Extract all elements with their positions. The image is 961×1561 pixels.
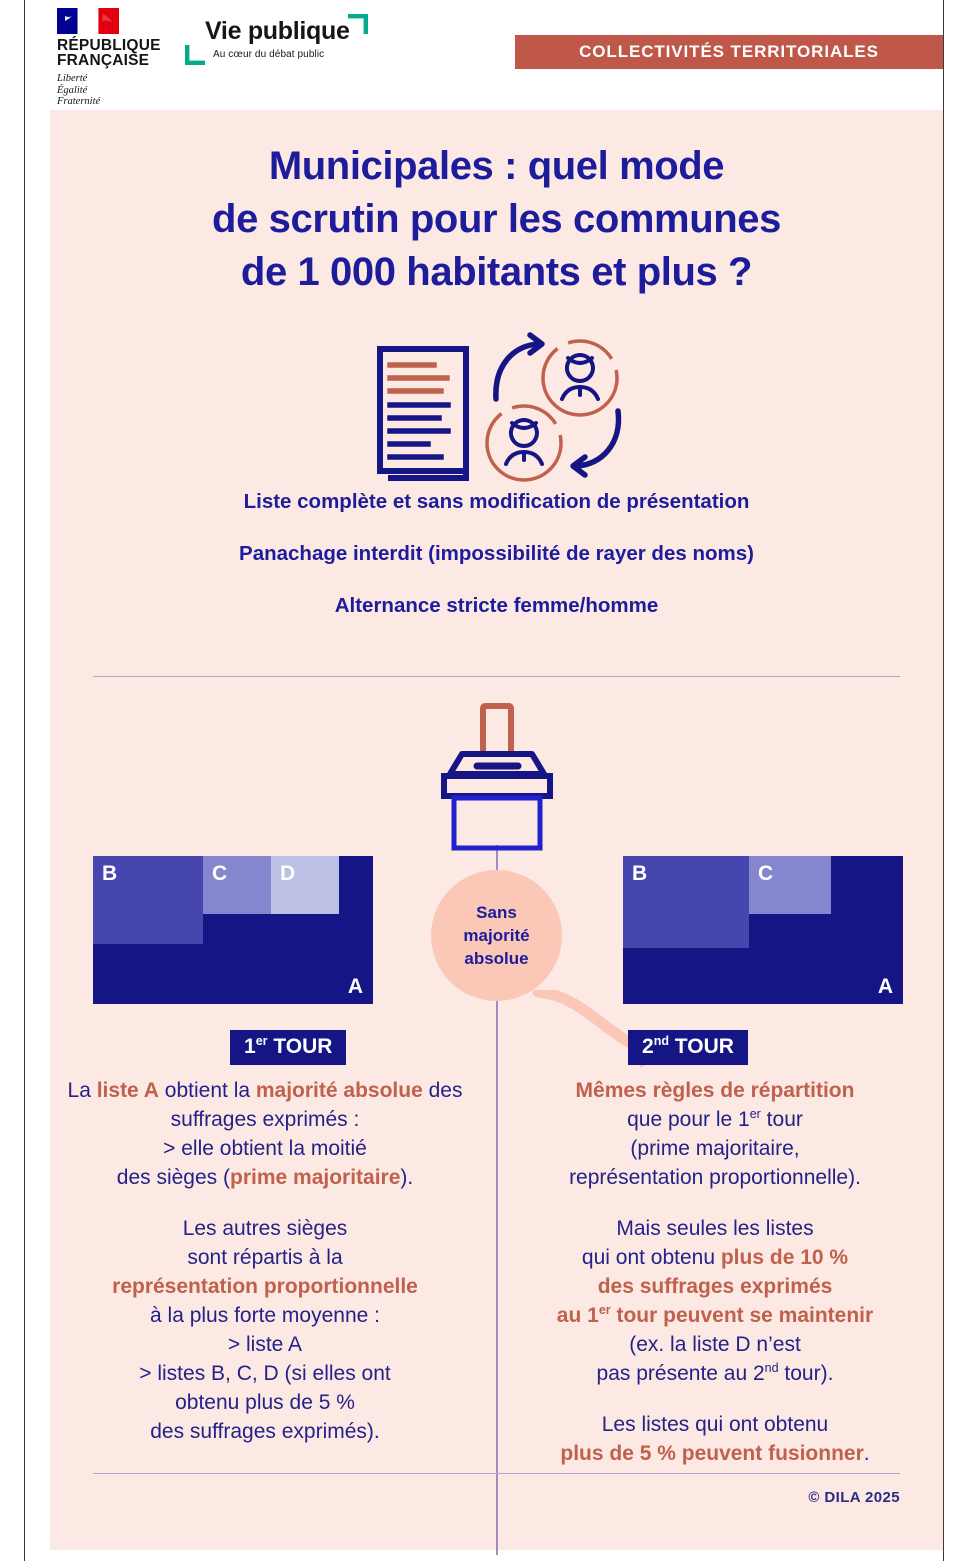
fr-p2-s2: sont répartis à la	[187, 1246, 343, 1269]
bar-label-c-2: C	[758, 862, 774, 885]
fr-p1-s3: des suffrages exprimés :	[170, 1079, 463, 1131]
fr-p2-s4: > liste A	[227, 1333, 303, 1356]
badge-second-round	[628, 1030, 748, 1065]
fr-p1-s2: obtient la	[158, 1079, 256, 1102]
right-border-rule	[943, 0, 944, 1561]
fr-p1-h3: prime majoritaire	[230, 1166, 401, 1189]
rule-item-3: Alternance stricte femme/homme	[334, 594, 659, 617]
second-round-paragraph-3	[505, 1410, 925, 1468]
sr-p2-s5: tour).	[778, 1362, 834, 1385]
page-title-line-3: de 1 000 habitants et plus ?	[240, 250, 753, 294]
rule-item-2: Panachage interdit (impossibilité de rayer des noms)	[239, 542, 754, 565]
first-round-text-column	[55, 1076, 475, 1468]
divider-top	[93, 676, 900, 677]
rules-list	[50, 490, 943, 646]
fr-p1-s6: ).	[400, 1166, 414, 1189]
bar-label-a: A	[347, 975, 363, 998]
green-corner-bottom-left-icon	[185, 45, 205, 65]
bar-label-b: B	[102, 862, 118, 885]
content-panel	[50, 110, 943, 1550]
bubble-text	[463, 901, 529, 970]
fr-p1-s1: La	[67, 1079, 97, 1102]
vie-publique-logo[interactable]	[185, 17, 365, 73]
chart-second-round	[623, 856, 903, 1004]
person-circle-upper-icon	[543, 341, 617, 415]
badge-first-round-sup: er	[255, 1034, 268, 1048]
cycle-arrow-top-icon	[496, 335, 542, 399]
sr-p2-sup2: nd	[764, 1361, 779, 1375]
bubble-line-1: Sans	[476, 903, 517, 922]
bubble-line-3: absolue	[464, 949, 529, 968]
fr-p1-s4: > elle obtient la moitié	[163, 1137, 367, 1160]
badge-first-round	[230, 1030, 346, 1065]
sr-p3-s2: .	[863, 1442, 870, 1465]
divider-bottom	[93, 1473, 900, 1474]
document-icon	[380, 349, 466, 478]
fr-p1-h2: majorité absolue	[255, 1079, 423, 1102]
fr-p1-s5: des sièges (	[116, 1166, 230, 1189]
badge-first-round-number: 1	[244, 1035, 256, 1058]
vie-publique-tagline: Au cœur du débat public	[213, 49, 325, 60]
category-banner	[515, 35, 943, 69]
fr-p2-s1: Les autres sièges	[182, 1217, 348, 1240]
sr-p2-h3: au 1	[556, 1304, 599, 1327]
badge-second-round-number: 2	[642, 1035, 654, 1058]
badge-first-round-word: TOUR	[267, 1035, 333, 1058]
bar-segment-b-2	[623, 856, 749, 948]
no-absolute-majority-bubble	[431, 870, 562, 1001]
left-border-rule	[24, 0, 25, 1561]
bar-label-c: C	[212, 862, 228, 885]
chart-first-round	[93, 856, 373, 1004]
sr-p2-hsup: er	[598, 1303, 611, 1317]
fr-p2-s3: à la plus forte moyenne :	[150, 1304, 380, 1327]
vie-publique-name: Vie publique	[205, 17, 350, 45]
devise-label: Liberté Égalité Fraternité	[57, 73, 101, 107]
sr-p2-s4: pas présente au 2	[596, 1362, 765, 1385]
person-circle-lower-icon	[487, 406, 561, 480]
fr-p2-s7: des suffrages exprimés).	[150, 1420, 380, 1443]
page-title	[50, 140, 943, 299]
ballot-box-icon	[432, 702, 562, 852]
fr-p2-h1: représentation proportionnelle	[112, 1275, 418, 1298]
sr-p2-h2: des suffrages exprimés	[597, 1275, 833, 1298]
page-title-line-1: Municipales : quel mode	[268, 144, 725, 188]
bar-label-d: D	[280, 862, 296, 885]
sr-p2-h1: plus de 10 %	[720, 1246, 849, 1269]
first-round-paragraph-2	[55, 1214, 475, 1446]
bar-label-a-2: A	[877, 975, 893, 998]
second-round-text-column	[505, 1076, 925, 1490]
illustration-svg	[346, 325, 646, 485]
sr-p2-s2: qui ont obtenu	[581, 1246, 721, 1269]
fr-p2-s5: > listes B, C, D (si elles ont	[139, 1362, 391, 1385]
bar-segment-c	[203, 856, 271, 914]
illustration-list-and-alternance	[50, 325, 943, 485]
badge-second-round-word: TOUR	[668, 1035, 734, 1058]
sr-p2-s3: (ex. la liste D n’est	[629, 1333, 801, 1356]
sr-p3-s1: Les listes qui ont obtenu	[601, 1413, 829, 1436]
second-round-paragraph-1	[505, 1076, 925, 1192]
bar-label-b-2: B	[632, 862, 648, 885]
category-banner-label: COLLECTIVITÉS TERRITORIALES	[579, 42, 879, 61]
sr-p1-s3: (prime majoritaire,	[630, 1137, 800, 1160]
copyright-label: © DILA 2025	[808, 1489, 900, 1506]
green-corner-top-right-icon	[348, 14, 368, 34]
ballot-box-illustration	[432, 702, 562, 852]
sr-p1-h1: Mêmes règles de répartition	[575, 1079, 855, 1102]
republique-francaise-label: RÉPUBLIQUE FRANÇAISE	[57, 37, 161, 69]
bar-segment-d	[271, 856, 339, 914]
first-round-paragraph-1	[55, 1076, 475, 1192]
sr-p1-s4: représentation proportionnelle).	[569, 1166, 861, 1189]
rule-item-1: Liste complète et sans modification de présentation	[243, 490, 750, 513]
french-flag-icon	[57, 8, 119, 34]
page-header	[25, 0, 943, 110]
fr-p1-h1: liste A	[96, 1079, 159, 1102]
sr-p1-s1: que pour le 1	[627, 1108, 750, 1131]
bar-segment-c-2	[749, 856, 831, 914]
sr-p1-s2: tour	[760, 1108, 803, 1131]
second-round-paragraph-2	[505, 1214, 925, 1388]
badge-second-round-sup: nd	[653, 1034, 669, 1048]
sr-p1-sup1: er	[749, 1107, 761, 1121]
bubble-line-2: majorité	[463, 926, 530, 945]
sr-p2-h4: tour peuvent se maintenir	[610, 1304, 874, 1327]
page-title-line-2: de scrutin pour les communes	[212, 197, 781, 241]
sr-p3-h1: plus de 5 % peuvent fusionner	[560, 1442, 864, 1465]
fr-p2-s6: obtenu plus de 5 %	[175, 1391, 355, 1414]
sr-p2-s1: Mais seules les listes	[616, 1217, 814, 1240]
bar-segment-b	[93, 856, 203, 944]
cycle-arrow-bottom-icon	[573, 411, 619, 475]
